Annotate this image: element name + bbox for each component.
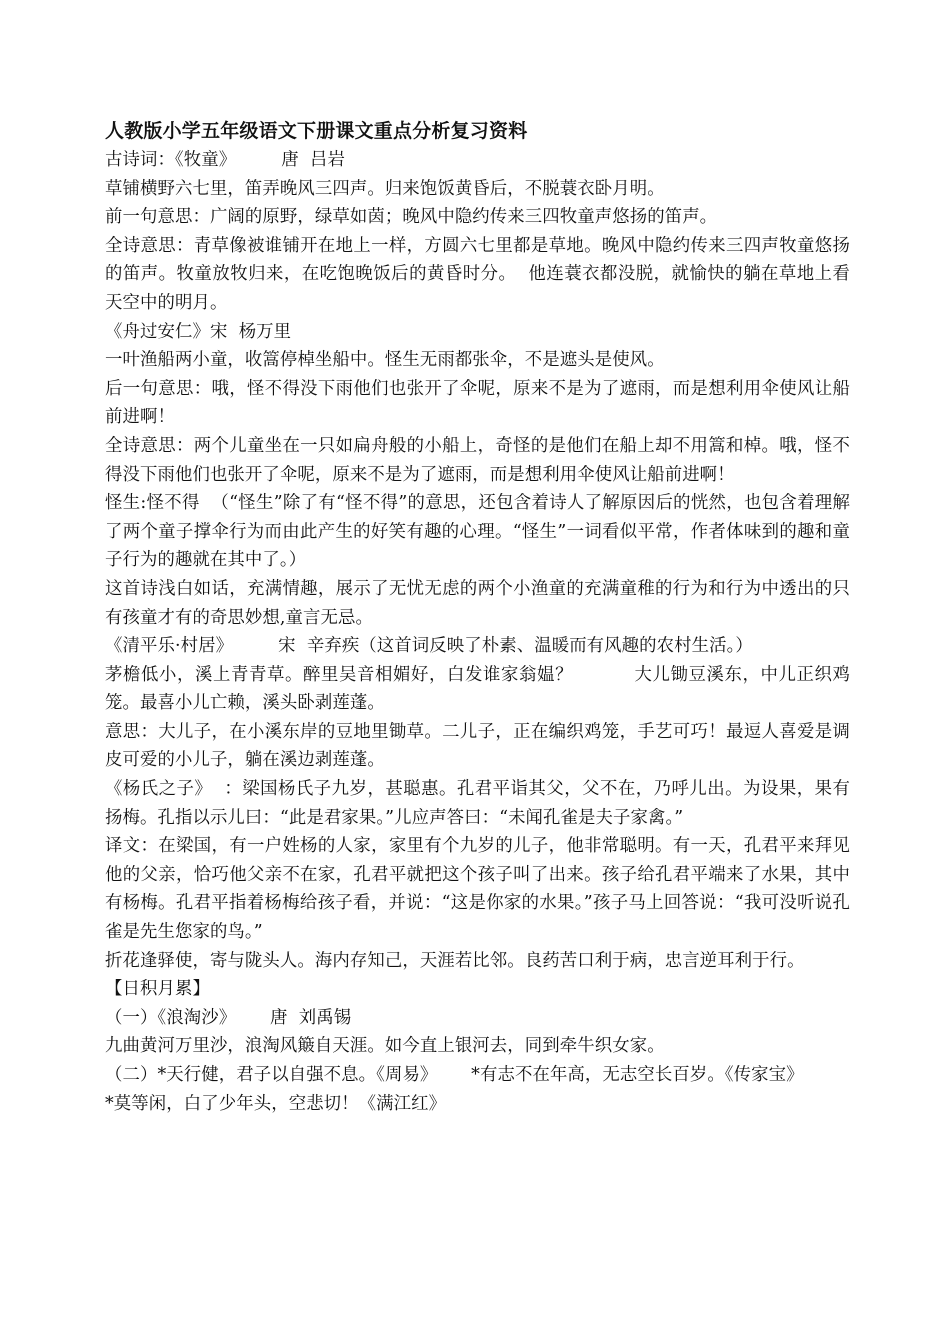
proverb-manjianghong: *莫等闲，白了少年头，空悲切！《满江红》 — [105, 1093, 447, 1114]
meaning-first-line-mutong: 前一句意思：广阔的原野，绿草如茵；晚风中隐约传来三四牧童声悠扬的笛声。 — [105, 207, 718, 228]
poem-text-mutong: 草铺横野六七里，笛弄晚风三四声。归来饱饭黄昏后，不脱蓑衣卧月明。 — [105, 178, 665, 199]
meaning-last-line-zhouguoanren: 后一句意思：哦，怪不得没下雨他们也张开了伞呢，原来不是为了遮雨，而是想利用伞使风让船前进啊！ — [105, 378, 850, 428]
text-yangshizhizi: 《杨氏之子》 ：梁国杨氏子九岁，甚聪惠。孔君平诣其父，父不在，乃呼儿出。为设果，果有扬梅。孔指以示儿曰：“此是君家果。”儿应声答曰：“未闻孔雀是夫子家禽。” — [105, 779, 850, 828]
poem-heading-qingpingle: 《清平乐·村居》 宋 辛弃疾（这首词反映了朴素、温暖而有风趣的农村生活。） — [105, 636, 753, 657]
poem-text-langtaosha: 九曲黄河万里沙，浪淘风簸自天涯。如今直上银河去，同到牵牛织女家。 — [105, 1036, 665, 1057]
word-explanation-guaisheng: 怪生:怪不得 （“怪生”除了有“怪不得”的意思，还包含着诗人了解原因后的恍然，也包含着理解了两个童子撑伞行为而由此产生的好笑有趣的心理。“怪生”一词看似平常，作者体味到的趣和童子行为的趣就在其中了。） — [105, 493, 850, 571]
meaning-qingpingle: 意思：大儿子，在小溪东岸的豆地里锄草。二儿子，正在编织鸡笼，手艺可巧！最逗人喜爱是调皮可爱的小儿子，躺在溪边剥莲蓬。 — [105, 721, 850, 771]
full-meaning-zhouguoanren: 全诗意思：两个儿童坐在一只如扁舟般的小船上，奇怪的是他们在船上却不用篙和棹。哦，怪不得没下雨他们也张开了伞呢，原来不是为了遮雨，而是想利用伞使风让船前进啊！ — [105, 435, 850, 485]
full-meaning-mutong: 全诗意思：青草像被谁铺开在地上一样，方圆六七里都是草地。晚风中隐约传来三四声牧童悠扬的笛声。牧童放牧归来，在吃饱晚饭后的黄昏时分。 他连蓑衣都没脱，就愉快的躺在草地上看天空中的明月。 — [105, 235, 850, 313]
famous-lines: 折花逢驿使，寄与陇头人。海内存知己，天涯若比邻。良药苦口利于病，忠言逆耳利于行。 — [105, 950, 805, 971]
document-title: 人教版小学五年级语文下册课文重点分析复习资料 — [105, 120, 528, 142]
translation-yangshizhizi: 译文：在梁国，有一户姓杨的人家，家里有个九岁的儿子，他非常聪明。有一天，孔君平来拜见他的父亲，恰巧他父亲不在家，孔君平就把这个孩子叫了出来。孩子给孔君平端来了水果，其中有杨梅。孔君平指着杨梅给孩子看，并说：“这是你家的水果。”孩子马上回答说：“我可没听说孔雀是先生您家的鸟。” — [105, 836, 850, 943]
poem-text-zhouguoanren: 一叶渔船两小童，收篙停棹坐船中。怪生无雨都张伞，不是遮头是使风。 — [105, 350, 665, 371]
proverbs-part-two: （二）*天行健，君子以自强不息。《周易》 *有志不在年高，无志空长百岁。《传家宝》 — [105, 1065, 804, 1085]
poem-heading-mutong: 古诗词：《牧童》 唐 吕岩 — [105, 150, 345, 170]
poem-commentary-zhouguoanren: 这首诗浅白如话，充满情趣，展示了无忧无虑的两个小渔童的充满童稚的行为和行为中透出的只有孩童才有的奇思妙想,童言无忌。 — [105, 578, 850, 628]
document-page — [105, 116, 850, 1118]
poem-text-qingpingle: 茅檐低小，溪上青青草。醉里吴音相媚好，白发谁家翁媪？ 大儿锄豆溪东，中儿正织鸡笼。最喜小儿亡赖，溪头卧剥莲蓬。 — [105, 664, 850, 714]
poem-heading-langtaosha: （一）《浪淘沙》 唐 刘禹锡 — [105, 1007, 352, 1028]
section-heading-rijiyuelei: 【日积月累】 — [105, 979, 210, 1000]
poem-heading-zhouguoanren: 《舟过安仁》宋 杨万里 — [105, 321, 292, 342]
